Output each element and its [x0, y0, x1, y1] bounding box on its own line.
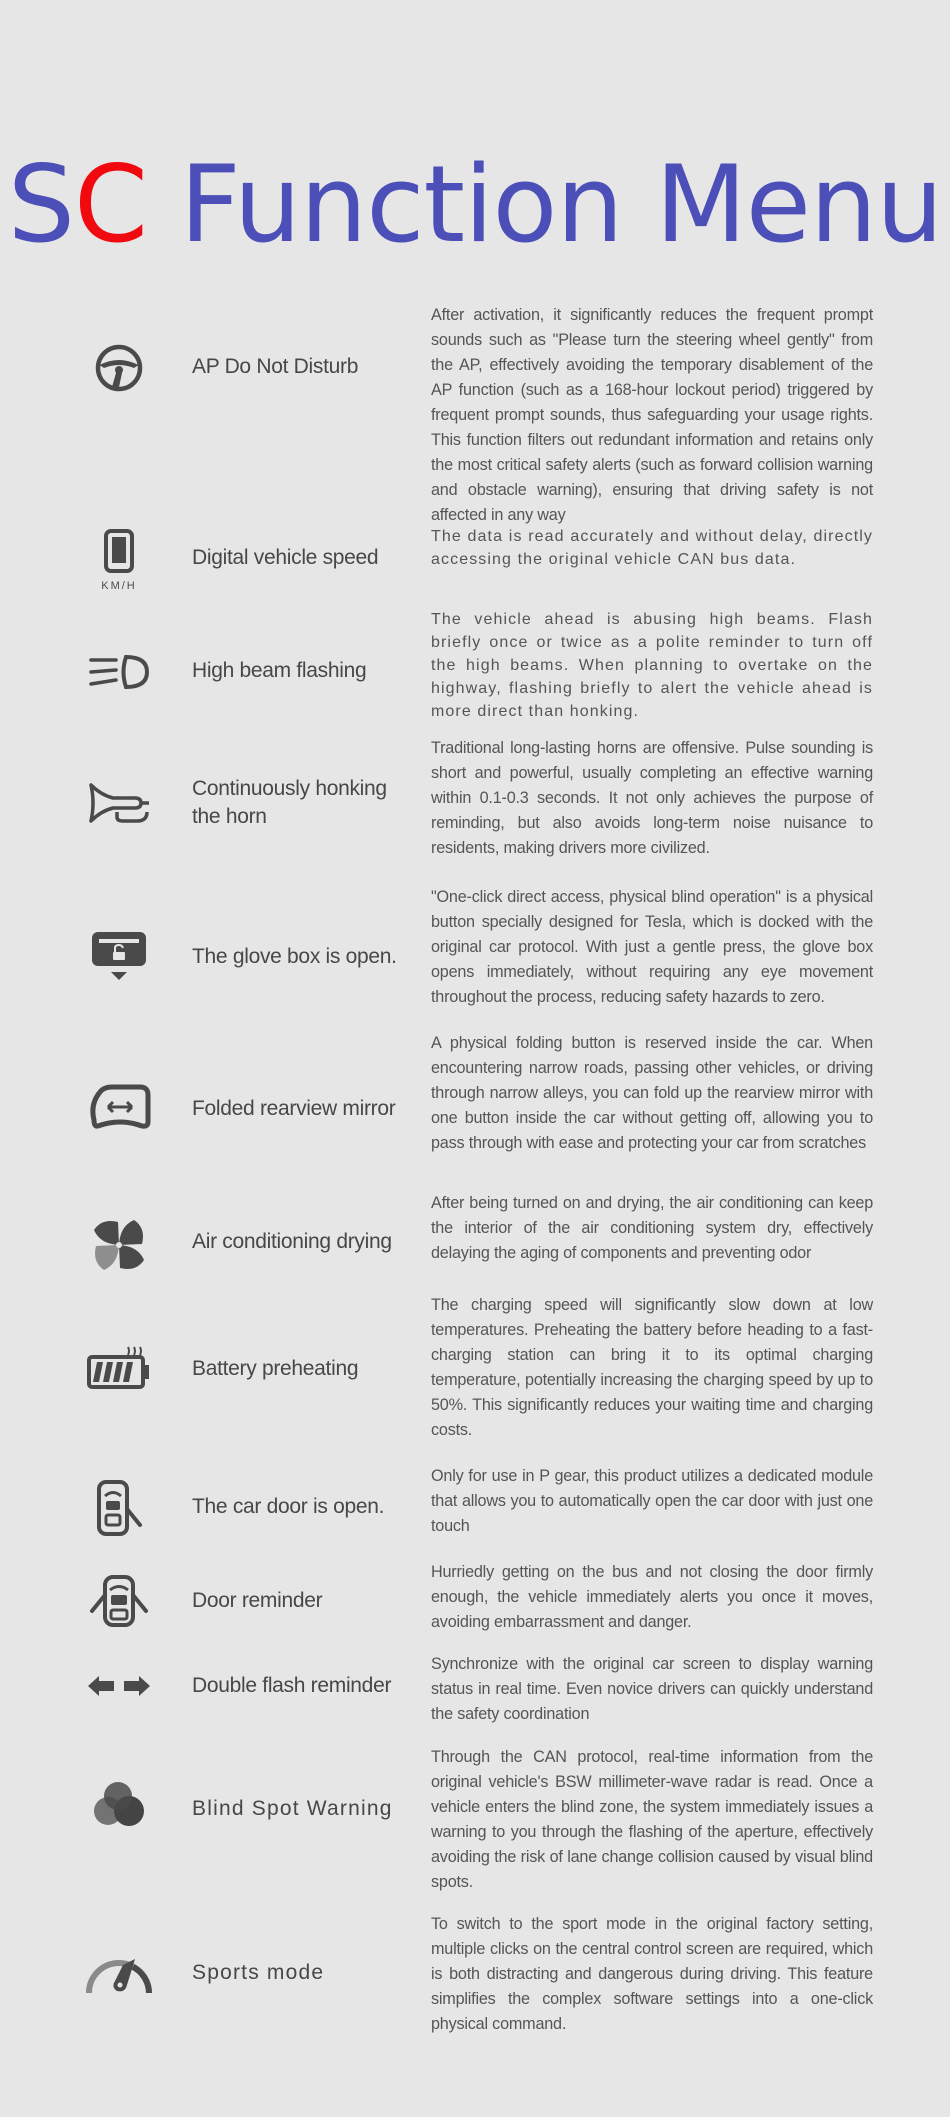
feature-label: AP Do Not Disturb: [192, 355, 359, 378]
feature-description: The vehicle ahead is abusing high beams. Flash briefly once or twice as a polite reminder to turn off the high beams. When planning to overtake on the highway, flashing briefly to alert the vehicle ahead is more direct than honking.: [431, 611, 873, 720]
car-door-icon: [78, 1478, 160, 1538]
feature-label: Digital vehicle speed: [192, 546, 379, 569]
page-title: [0, 145, 950, 265]
fan-icon: [78, 1212, 160, 1278]
feature-description: The data is read accurately and without delay, directly accessing the original vehicle CAN bus data.: [431, 528, 873, 568]
glove-box-icon: [78, 928, 160, 984]
feature-description: Traditional long-lasting horns are offensive. Pulse sounding is short and powerful, usually completing an effective warning within 0.1-0.3 seconds. It not only achieves the purpose of reminding, but also avoids long-term noise nuisance to residents, making drivers more civilized.: [431, 739, 873, 857]
feature-label: Sports mode: [192, 1961, 325, 1984]
feature-label: Battery preheating: [192, 1357, 359, 1380]
title-letter-s: S: [7, 143, 74, 266]
feature-description: A physical folding button is reserved inside the car. When encountering narrow roads, passing other vehicles, or driving through narrow alleys, you can fold up the rearview mirror with one button inside the car without getting off, allowing you to pass through with ease and protecting your car from scratches: [431, 1034, 873, 1152]
feature-description: "One-click direct access, physical blind operation" is a physical button specially designed for Tesla, which is docked with the original car protocol. With just a gentle press, the glove box opens immediately, without requiring any eye movement throughout the process, reducing safety hazards to zero.: [431, 888, 873, 1006]
feature-label: Door reminder: [192, 1589, 323, 1612]
feature-description: After activation, it significantly reduces the frequent prompt sounds such as "Please turn the steering wheel gently" from the AP, effectively avoiding the temporary disablement of the AP function (such as a 168-hour lockout period) triggered by frequent prompt sounds, thus safeguarding your usage rights. This function filters out redundant information and retains only the most critical safety alerts (such as forward collision warning and obstacle warning), ensuring that driving safety is not affected in any way: [431, 306, 873, 524]
title-text: Function Menu: [147, 143, 943, 266]
feature-label: Folded rearview mirror: [192, 1097, 396, 1120]
title-letter-c: C: [73, 143, 147, 266]
feature-description: Hurriedly getting on the bus and not closing the door firmly enough, the vehicle immediately alerts you once it moves, avoiding embarrassment and danger.: [431, 1563, 873, 1631]
speedometer-phone-icon: [78, 522, 160, 598]
feature-label: Air conditioning drying: [192, 1230, 392, 1253]
feature-description: Through the CAN protocol, real-time information from the original vehicle's BSW millimeter-wave radar is read. Once a vehicle enters the blind zone, the system immediately issues a warning to you through the flashing of the aperture, effectively avoiding the risk of lane change collision caused by visual blind spots.: [431, 1748, 873, 1891]
steering-wheel-icon: [78, 330, 160, 405]
kmh-label: KM/H: [101, 580, 137, 592]
feature-description: Synchronize with the original car screen to display warning status in real time. Even novice drivers can quickly understand the safety coordination: [431, 1655, 873, 1723]
feature-label: Double flash reminder: [192, 1674, 392, 1697]
feature-description: The charging speed will significantly slow down at low temperatures. Preheating the battery before heading to a fast-charging station can bring it to its optimal charging temperature, potentially increasing the charging speed by up to 50%. This significantly reduces your waiting time and charging costs.: [431, 1296, 873, 1439]
feature-label: Continuously honking the horn: [192, 777, 387, 828]
feature-label: Blind Spot Warning: [192, 1797, 393, 1820]
double-arrow-icon: [78, 1672, 160, 1700]
door-reminder-icon: [78, 1572, 160, 1630]
mirror-fold-icon: [78, 1082, 160, 1132]
feature-label: The car door is open.: [192, 1495, 385, 1518]
battery-heat-icon: [78, 1342, 160, 1394]
horn-icon: [78, 780, 160, 826]
feature-description: Only for use in P gear, this product utilizes a dedicated module that allows you to automatically open the car door with just one touch: [431, 1467, 873, 1535]
headlight-icon: [78, 652, 160, 692]
feature-label: High beam flashing: [192, 659, 367, 682]
blind-spot-icon: [78, 1778, 160, 1832]
gauge-icon: [78, 1948, 160, 1998]
feature-description: After being turned on and drying, the air conditioning can keep the interior of the air conditioning system dry, effectively delaying the aging of components and preventing odor: [431, 1194, 873, 1262]
feature-label: The glove box is open.: [192, 945, 397, 968]
feature-description: To switch to the sport mode in the original factory setting, multiple clicks on the central control screen are required, which is both distracting and dangerous during driving. This feature simplifies the complex software settings into a one-click physical command.: [431, 1915, 873, 2033]
